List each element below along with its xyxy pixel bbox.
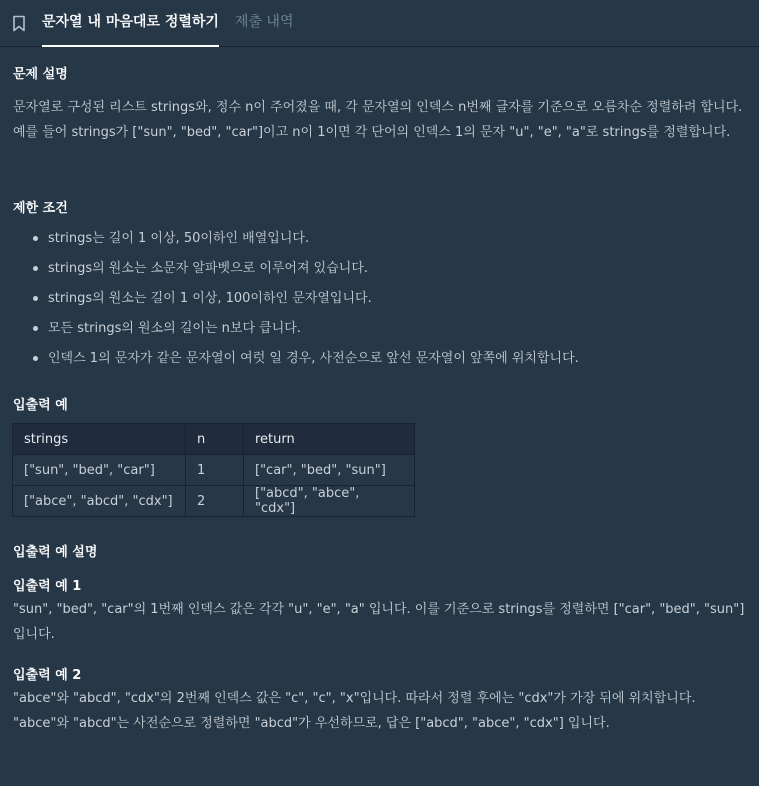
problem-description-heading: 문제 설명 [13, 67, 68, 82]
table-cell: ["car", "bed", "sun"] [244, 455, 415, 486]
limit-item: 인덱스 1의 문자가 같은 문자열이 여럿 일 경우, 사전순으로 앞선 문자열이 앞쪽에 위치합니다. [48, 346, 579, 376]
io-explanation-heading: 입출력 예 설명 [13, 545, 98, 560]
limits-heading: 제한 조건 [13, 201, 68, 216]
tab-submission-history[interactable]: 제출 내역 [234, 13, 294, 30]
example-2-text [13, 686, 748, 736]
example-2-line: "abce"와 "abcd", "cdx"의 2번째 인덱스 값은 "c", "c", "x"입니다. 따라서 정렬 후에는 "cdx"가 가장 뒤에 위치합니다. [13, 691, 696, 706]
problem-description: 문자열로 구성된 리스트 strings와, 정수 n이 주어졌을 때, 각 문자열의 인덱스 n번째 글자를 기준으로 오름차순 정렬하려 합니다. 예를 들어 strings가 ["sun", "bed", "car"]이고 n이 1이면 각 단어의 인덱스 1의 문자 "u", "e", "a"로 strings를 정렬합니다. [13, 100, 743, 140]
table-header-cell: strings [13, 424, 186, 455]
bookmark-icon[interactable] [12, 14, 28, 32]
table-row [13, 486, 415, 517]
example-1-text: "sun", "bed", "car"의 1번째 인덱스 값은 각각 "u", "e", "a" 입니다. 이를 기준으로 strings를 정렬하면 ["car", "bed", "sun"] 입니다. [13, 602, 745, 642]
limit-item: strings의 원소는 소문자 알파벳으로 이루어져 있습니다. [48, 256, 579, 286]
limit-item: 모든 strings의 원소의 길이는 n보다 큽니다. [48, 316, 579, 346]
table-row [13, 455, 415, 486]
tab-problem[interactable]: 문자열 내 마음대로 정렬하기 [42, 0, 219, 47]
table-cell: ["sun", "bed", "car"] [13, 455, 186, 486]
limit-item: strings는 길이 1 이상, 50이하인 배열입니다. [48, 226, 579, 256]
table-cell: 1 [186, 455, 244, 486]
io-example-heading: 입출력 예 [13, 398, 68, 413]
table-header-cell: n [186, 424, 244, 455]
table-header-row [13, 424, 415, 455]
top-tab-bar [0, 0, 759, 47]
example-2-heading: 입출력 예 2 [13, 668, 82, 683]
table-header-cell: return [244, 424, 415, 455]
example-1-heading: 입출력 예 1 [13, 579, 82, 594]
example-2-line: "abce"와 "abcd"는 사전순으로 정렬하면 "abcd"가 우선하므로, 답은 ["abcd", "abce", "cdx"] 입니다. [13, 716, 610, 731]
limit-item: strings의 원소는 길이 1 이상, 100이하인 문자열입니다. [48, 286, 579, 316]
io-example-table [12, 423, 415, 517]
limits-list [13, 226, 579, 376]
table-cell: ["abcd", "abce", "cdx"] [244, 486, 415, 517]
table-cell: 2 [186, 486, 244, 517]
table-cell: ["abce", "abcd", "cdx"] [13, 486, 186, 517]
